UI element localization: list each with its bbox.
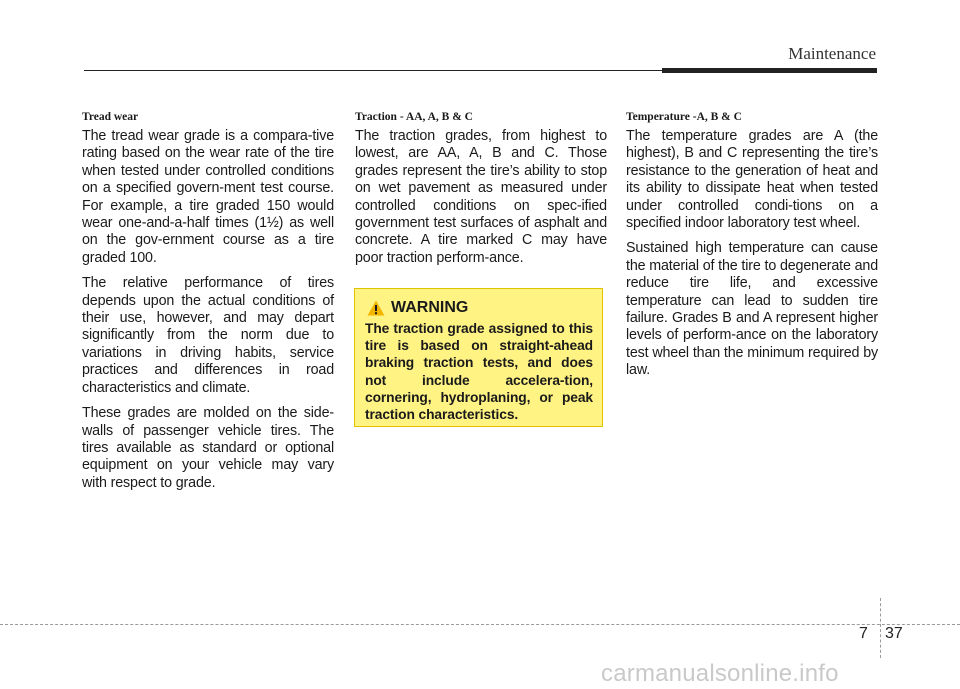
- traction-column: [355, 111, 607, 275]
- traction-heading: Traction - AA, A, B & C: [355, 111, 473, 123]
- warning-title: WARNING: [391, 299, 469, 316]
- footer-rule: [0, 624, 960, 625]
- tread-wear-heading: Tread wear: [82, 111, 139, 123]
- warning-text: The traction grade assigned to this tire is based on straight-ahead braking traction tests, and does not include accelera-tion, cornering, hydroplaning, or peak traction characteristics.: [365, 321, 593, 423]
- tread-wear-paragraph: The relative performance of tires depends upon the actual conditions of their use, however, and may depart significantly from the norm due to variations in driving habits, service practices and differences in road characteristics and climate.: [82, 275, 334, 396]
- temperature-column: [626, 111, 878, 388]
- header-rule-thick: [662, 68, 877, 73]
- tread-wear-paragraph: These grades are molded on the side-walls of passenger vehicle tires. The tires available as standard or optional equipment on your vehicle may vary with respect to grade.: [82, 405, 334, 491]
- traction-paragraph: The traction grades, from highest to lowest, are AA, A, B and C. Those grades represent the tire’s ability to stop on wet pavement as measured under controlled conditions on spec-ified government test surfaces of asphalt and concrete. A tire marked C may have poor traction perform-ance.: [355, 128, 607, 266]
- warning-triangle-icon: [367, 300, 385, 316]
- temperature-paragraph: The temperature grades are A (the highest), B and C representing the tire’s resistance to the generation of heat and its ability to dissipate heat when tested under controlled condi-tions on a specified indoor laboratory test wheel.: [626, 128, 878, 232]
- tread-wear-paragraph: The tread wear grade is a compara-tive rating based on the wear rate of the tire when tested under controlled conditions on a specified govern-ment test course. For example, a tire graded 150 would wear one-and-a-half times (1½) as well on the gov-ernment course as a tire graded 100.: [82, 128, 334, 266]
- section-title: Maintenance: [788, 44, 876, 63]
- page-number-divider: [880, 598, 881, 658]
- temperature-paragraph: Sustained high temperature can cause the material of the tire to degenerate and reduce tire life, and excessive temperature can lead to sudden tire failure. Grades B and A represent higher levels of perform-ance on the laboratory test wheel than the minimum required by law.: [626, 240, 879, 379]
- page-number: 37: [885, 625, 903, 642]
- chapter-number: 7: [859, 625, 868, 642]
- tread-wear-column: [82, 111, 334, 500]
- warning-header: [367, 299, 593, 317]
- watermark: carmanualsonline.info: [601, 660, 839, 687]
- warning-box: [354, 288, 603, 427]
- header-rule-thin: [84, 70, 662, 71]
- temperature-heading: Temperature -A, B & C: [626, 111, 742, 123]
